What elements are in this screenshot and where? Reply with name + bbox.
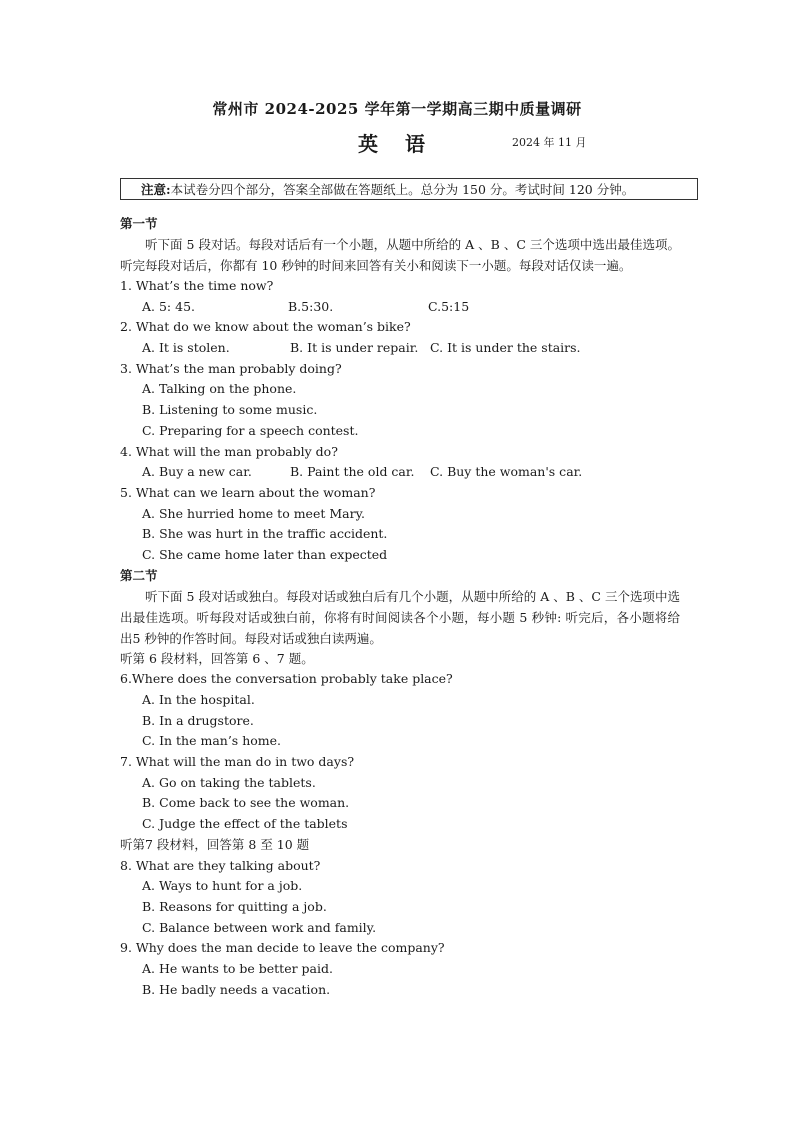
question-6-option-b: B. In a drugstore. — [142, 712, 254, 728]
question-5-option-b: B. She was hurt in the traffic accident. — [142, 526, 388, 542]
question-6-option-c: C. In the man’s home. — [142, 733, 281, 749]
question-3-option-c: C. Preparing for a speech contest. — [142, 422, 359, 438]
material-6-note: 听第 6 段材料，回答第 6 、7 题。 — [120, 650, 314, 666]
question-1: 1. What’s the time now? — [120, 278, 274, 293]
exam-subject: 英 语 — [358, 132, 435, 156]
question-7-option-b: B. Come back to see the woman. — [142, 795, 350, 811]
question-5: 5. What can we learn about the woman? — [120, 484, 376, 500]
question-6-option-a: A. In the hospital. — [142, 692, 255, 707]
question-4-options — [120, 462, 680, 483]
question-8-option-c: C. Balance between work and family. — [142, 919, 377, 935]
question-5-option-c: C. She came home later than expected — [142, 546, 388, 562]
question-4-option-c: C. Buy the woman's car. — [430, 464, 583, 480]
question-7-option-a: A. Go on taking the tablets. — [142, 774, 316, 790]
notice-box — [120, 178, 698, 200]
question-9: 9. Why does the man decide to leave the company? — [120, 940, 445, 956]
exam-title: 常州市 2024-2025 学年第一学期高三期中质量调研 — [212, 100, 582, 118]
question-8-option-b: B. Reasons for quitting a job. — [142, 898, 327, 914]
question-6: 6.Where does the conversation probably take place? — [120, 671, 453, 687]
question-9-option-a: A. He wants to be better paid. — [142, 960, 333, 976]
notice-text: 本试卷分四个部分，答案全部做在答题纸上。总分为 150 分。考试时间 120 分钟。 — [170, 182, 635, 197]
section-2-instructions: 听下面 5 段对话或独白。每段对话或独白后有几个小题，从题中所给的 A 、B 、C 三个选项中选出最佳选项。听每段对话或独白前，你将有时间阅读各个小题，每小题 5 秒钟: 听完后，各小题将给出5 秒钟的作答时间。每段对话或独白读两遍。 — [120, 588, 680, 646]
notice-label: 注意: — [141, 182, 171, 197]
exam-content — [120, 214, 680, 1000]
section-1-instructions: 听下面 5 段对话。每段对话后有一个小题，从题中所给的 A 、B 、C 三个选项中选出最佳选项。听完每段对话后，你都有 10 秒钟的时间来回答有关小和阅读下一小题。每段对话仅读一遍。 — [120, 237, 680, 273]
question-1-options — [120, 297, 680, 318]
question-2-option-a: A. It is stolen. — [142, 340, 230, 356]
question-4-option-b: B. Paint the old car. — [290, 464, 415, 480]
question-4: 4. What will the man probably do? — [120, 443, 338, 459]
question-5-option-a: A. She hurried home to meet Mary. — [142, 505, 365, 521]
question-3-option-a: A. Talking on the phone. — [142, 381, 297, 397]
question-3: 3. What’s the man probably doing? — [120, 360, 342, 376]
question-1-option-c: C.5:15 — [428, 298, 470, 314]
question-9-option-b: B. He badly needs a vacation. — [142, 981, 331, 997]
section-1-title: 第一节 — [120, 216, 158, 231]
question-2: 2. What do we know about the woman’s bike? — [120, 319, 411, 335]
question-8-option-a: A. Ways to hunt for a job. — [142, 878, 303, 894]
question-1-option-a: A. 5: 45. — [142, 298, 195, 314]
question-4-option-a: A. Buy a new car. — [142, 464, 252, 480]
question-8: 8. What are they talking about? — [120, 857, 321, 873]
exam-date: 2024 年 11 月 — [512, 136, 587, 149]
question-3-option-b: B. Listening to some music. — [142, 402, 318, 418]
question-1-option-b: B.5:30. — [288, 298, 334, 314]
question-2-options — [120, 338, 680, 359]
question-2-option-b: B. It is under repair. — [290, 340, 419, 356]
section-2-title: 第二节 — [120, 567, 158, 583]
question-7: 7. What will the man do in two days? — [120, 754, 355, 770]
material-7-note: 听第7 段材料，回答第 8 至 10 题 — [120, 836, 310, 852]
question-7-option-c: C. Judge the effect of the tablets — [142, 816, 348, 832]
question-2-option-c: C. It is under the stairs. — [430, 340, 581, 356]
